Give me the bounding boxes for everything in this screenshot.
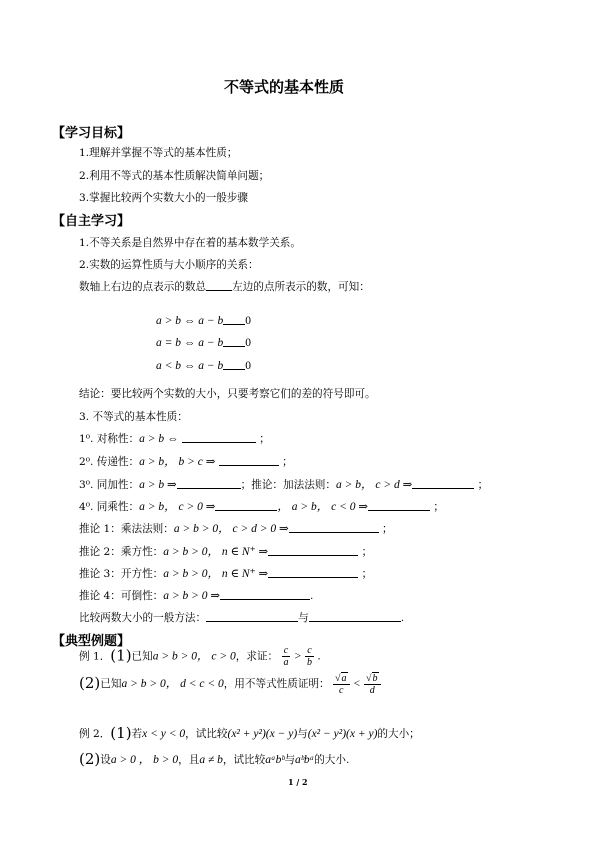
fraction-denominator: d (369, 685, 375, 696)
example-1-part-2 (79, 672, 381, 696)
property-math: a > b ⇒ (139, 479, 177, 491)
fraction-numerator: c (283, 645, 289, 656)
fill-blank (223, 358, 245, 370)
fill-blank (412, 477, 474, 489)
corollary-label: 推论 3：开方性： (79, 568, 164, 580)
punctuation: ； (433, 501, 444, 513)
expression: aᵃbᵇ (265, 754, 285, 766)
expression: aᵇbᵃ (295, 754, 315, 766)
corollary-math: a > b > 0， c > d > 0 ⇒ (173, 523, 289, 535)
example-2-part-2 (79, 750, 349, 768)
corollary-1 (79, 520, 393, 536)
punctuation: ； (361, 546, 373, 558)
page-number: 1 / 2 (288, 777, 308, 787)
expression: (x² − y²)(x + y) (307, 728, 378, 740)
property-label: 1⁰. 对称性： (79, 433, 140, 445)
sqrt-radicand: a (341, 673, 347, 684)
property-math: ， a > b， c < 0 ⇒ (277, 501, 369, 513)
fill-blank (219, 454, 279, 466)
fill-blank (223, 313, 245, 325)
fraction (364, 672, 381, 696)
fraction-numerator: √b (364, 672, 381, 685)
fill-blank (368, 499, 430, 511)
fraction-denominator: b (307, 657, 313, 668)
property-label: 3⁰. 同加性： (79, 479, 140, 491)
punctuation: ； (361, 568, 373, 580)
conclusion: 结论：要比较两个实数的大小，只要考察它们的差的符号即可。 (79, 388, 376, 400)
punctuation: ； (259, 433, 270, 445)
method-part: 比较两数大小的一般方法： (79, 612, 207, 624)
example-text: 已知 (100, 678, 122, 690)
fill-blank (220, 588, 310, 600)
relation-zero: 0 (245, 315, 252, 327)
example-math: a > b > 0， c > 0 (152, 650, 236, 663)
punctuation: . (400, 612, 405, 624)
statement-part: 数轴上右边的点表示的数总 (79, 281, 207, 293)
fill-blank (223, 335, 245, 347)
property-2 (79, 453, 293, 469)
fraction-numerator: c (307, 645, 312, 656)
relation-zero: 0 (245, 360, 252, 372)
fill-blank (177, 477, 241, 489)
statement-part: 左边的点所表示的数，可知： (232, 281, 370, 293)
example-text: 的大小. (314, 754, 350, 766)
section-objectives: 【学习目标】 (52, 126, 131, 141)
comparison-sign: < (352, 678, 361, 690)
objective-item: 2.利用不等式的基本性质解决简单问题； (79, 170, 270, 182)
punctuation: ； (282, 456, 293, 468)
fill-blank (182, 431, 256, 443)
comparison-sign: > (293, 650, 302, 663)
properties-heading: 3. 不等式的基本性质： (79, 411, 188, 423)
number-line-statement (79, 279, 370, 294)
objective-item: 1.理解并掌握不等式的基本性质； (79, 147, 238, 159)
example-label: 例 1． (79, 650, 111, 663)
punctuation: ； (477, 479, 489, 491)
property-tail: ；推论：加法法则： (240, 479, 336, 491)
corollary-3 (79, 565, 372, 581)
fill-blank (206, 279, 232, 291)
page-title: 不等式的基本性质 (224, 78, 345, 96)
section-examples: 【典型例题】 (52, 634, 131, 649)
fraction (282, 645, 291, 668)
part-number: (1) (110, 724, 132, 742)
relation-expr: a = b ⇔ a − b (156, 337, 224, 349)
property-math: a > b ⇔ (139, 433, 179, 445)
corollary-math: a > b > 0， n ∈ N⁺ ⇒ (163, 568, 269, 580)
fraction-denominator: a (283, 657, 289, 668)
property-label: 4⁰. 同乘性： (79, 501, 140, 513)
example-1-part-1 (79, 645, 321, 668)
property-3 (79, 476, 488, 492)
example-text: ，用不等式性质证明： (223, 678, 330, 690)
example-label: 例 2． (79, 728, 111, 740)
fill-blank (206, 610, 298, 622)
example-text: 与 (297, 728, 308, 740)
relation-row (156, 335, 251, 349)
relation-expr: a > b ⇔ a − b (156, 315, 224, 327)
fill-blank (309, 610, 401, 622)
example-text: 的大小； (377, 728, 420, 740)
fill-blank (268, 544, 358, 556)
fill-blank (289, 521, 379, 533)
property-4 (79, 498, 444, 514)
comparison-method (79, 610, 404, 625)
example-text: 设 (100, 754, 111, 766)
corollary-label: 推论 4：可倒性： (79, 590, 164, 602)
part-number: (1) (110, 646, 132, 665)
fill-blank (268, 566, 358, 578)
corollary-math: a > b > 0 ⇒ (163, 590, 221, 602)
example-text: ，试比较 (185, 728, 228, 740)
example-math: a > b > 0， d < c < 0 (121, 678, 224, 690)
corollary-label: 推论 1：乘法法则： (79, 523, 174, 535)
relation-row (156, 358, 251, 372)
fraction (333, 672, 350, 696)
expression: (x² + y²)(x − y) (227, 728, 298, 740)
fraction (305, 645, 314, 668)
example-text: ，求证： (235, 650, 279, 663)
fraction-numerator: √a (333, 672, 350, 685)
corollary-label: 推论 2：乘方性： (79, 546, 164, 558)
property-label: 2⁰. 传递性： (79, 456, 140, 468)
example-text: ，试比较 (222, 754, 266, 766)
fill-blank (215, 499, 277, 511)
punctuation: ； (382, 523, 393, 535)
corollary-math: a > b > 0， n ∈ N⁺ ⇒ (163, 546, 269, 558)
section-self-study: 【自主学习】 (52, 214, 131, 229)
fraction-denominator: c (339, 685, 344, 696)
property-math: a > b， b > c ⇒ (139, 456, 216, 468)
example-math: a > 0 ， b > 0 (110, 754, 179, 766)
property-1 (79, 431, 270, 446)
part-number: (2) (79, 674, 101, 692)
self-study-line: 1.不等关系是自然界中存在着的基本数学关系。 (79, 237, 301, 249)
example-math: a ≠ b (199, 754, 223, 766)
example-text: 与 (284, 754, 296, 766)
relation-expr: a < b ⇔ a − b (156, 360, 224, 372)
objective-item: 3.掌握比较两个实数大小的一般步骤 (79, 192, 249, 204)
property-math: a > b， c > d ⇒ (335, 479, 413, 491)
part-number: (2) (79, 750, 101, 768)
example-text: 若 (131, 728, 143, 740)
relation-row (156, 313, 251, 327)
example-text: ，且 (178, 754, 200, 766)
example-2-part-1 (79, 724, 420, 742)
property-math: a > b， c > 0 ⇒ (139, 501, 216, 513)
method-part: 与 (298, 612, 309, 624)
example-math: x < y < 0 (142, 728, 186, 740)
sqrt-radicand: b (372, 673, 378, 684)
punctuation: . (310, 590, 314, 602)
punctuation: . (317, 650, 321, 663)
example-text: 已知 (131, 650, 153, 663)
self-study-line: 2.实数的运算性质与大小顺序的关系： (79, 259, 259, 271)
relation-zero: 0 (245, 337, 252, 349)
corollary-4 (79, 588, 313, 603)
corollary-2 (79, 543, 372, 559)
